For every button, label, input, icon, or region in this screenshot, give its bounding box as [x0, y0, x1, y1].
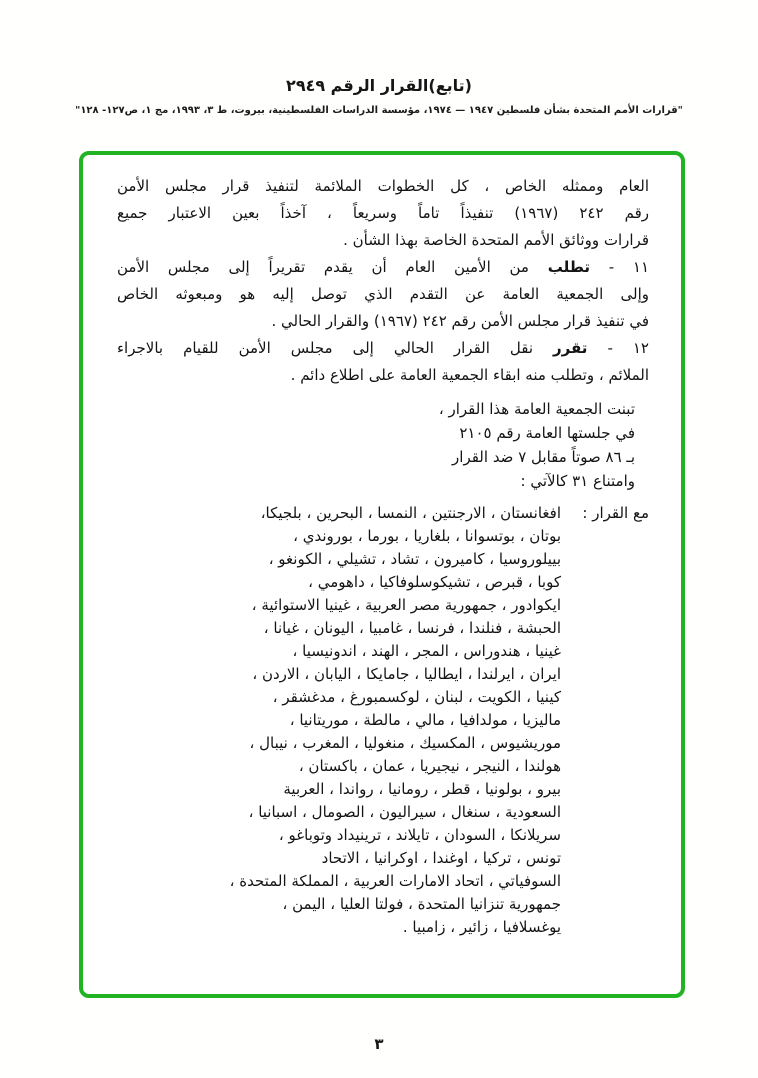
text-line	[117, 335, 649, 362]
country-line: افغانستان ، الارجنتين ، النمسا ، البحرين ، بلجيكا،	[260, 504, 561, 522]
clause-12	[117, 335, 649, 389]
source-citation: "قرارات الأمم المتحدة بشأن فلسطين ١٩٤٧ — ١٩٧٤، مؤسسة الدراسات الفلسطينية، بيروت، ط ٣، ١٩٩٣، مج ١، ص١٢٧- ١٢٨"	[75, 105, 683, 116]
country-line: موريشيوس ، المكسيك ، منغوليا ، المغرب ، نيبال ،	[249, 734, 561, 752]
with-resolution-label: مع القرار :	[582, 504, 649, 522]
country-line: ايكوادور ، جمهورية مصر العربية ، غينيا الاستوائية ،	[251, 596, 561, 614]
vote-with-block	[117, 502, 649, 939]
clause-11-verb: تطلب	[547, 258, 590, 276]
country-line: بييلوروسيا ، كاميرون ، تشاد ، تشيلي ، الكونغو ،	[268, 550, 561, 568]
clause-12-text: نقل القرار الحالي إلى مجلس الأمن للقيام بالاجراء	[117, 339, 554, 357]
page-header	[0, 76, 758, 116]
adoption-line: تبنت الجمعية العامة هذا القرار ،	[438, 400, 635, 418]
country-line: بوتان ، بوتسوانا ، بلغاريا ، بورما ، بوروندي ،	[293, 527, 561, 545]
clause-11-number: ١١ -	[589, 258, 650, 276]
country-line: يوغسلافيا ، زائير ، زامبيا .	[402, 918, 561, 936]
country-line: ايران ، ايرلندا ، ايطاليا ، جامايكا ، اليابان ، الاردن ،	[252, 665, 561, 683]
country-line: سريلانكا ، السودان ، تايلاند ، ترينيداد وتوباغو ،	[278, 826, 561, 844]
adoption-line: في جلستها العامة رقم ٢١٠٥	[459, 424, 635, 442]
country-line: كوبا ، قبرص ، تشيكوسلوفاكيا ، داهومي ،	[308, 573, 561, 591]
clause-12-number: ١٢ -	[587, 339, 649, 357]
country-line: السعودية ، سنغال ، سيراليون ، الصومال ، اسبانيا ،	[248, 803, 561, 821]
clause-12-verb: تقرر	[553, 339, 588, 357]
country-line: جمهورية تنزانيا المتحدة ، فولتا العليا ، اليمن ،	[282, 895, 561, 913]
adoption-line: بـ ٨٦ صوتاً مقابل ٧ ضد القرار	[452, 448, 635, 466]
page-number: ٣	[374, 1035, 384, 1053]
country-line: ماليزيا ، مولدافيا ، مالي ، مالطة ، موريتانيا ،	[289, 711, 561, 729]
country-line: السوفياتي ، اتحاد الامارات العربية ، المملكة المتحدة ،	[229, 872, 561, 890]
country-line: كينيا ، الكويت ، لبنان ، لوكسمبورغ ، مدغشقر ،	[272, 688, 561, 706]
clause-11	[117, 254, 649, 335]
resolution-body	[117, 173, 649, 939]
resolution-title: (تابع)القرار الرقم ٢٩٤٩	[286, 76, 472, 95]
green-frame	[79, 151, 685, 998]
text-line: في تنفيذ قرار مجلس الأمن رقم ٢٤٢ (١٩٦٧) والقرار الحالي .	[271, 312, 649, 330]
country-line: هولندا ، النيجر ، نيجيريا ، عمان ، باكستان ،	[298, 757, 561, 775]
adoption-block	[117, 397, 649, 493]
country-line: غينيا ، هندوراس ، المجر ، الهند ، اندونيسيا ،	[292, 642, 561, 660]
country-line: الحبشة ، فنلندا ، فرنسا ، غامبيا ، اليونان ، غيانا ،	[263, 619, 561, 637]
text-line: قرارات ووثائق الأمم المتحدة الخاصة بهذا الشأن .	[343, 231, 649, 249]
adoption-line: وامتناع ٣١ كالآتي :	[520, 472, 635, 490]
paragraph-continuation	[117, 173, 649, 254]
country-line: تونس ، تركيا ، اوغندا ، اوكرانيا ، الاتحاد	[321, 849, 561, 867]
text-line: الملائم ، وتطلب منه ابقاء الجمعية العامة على اطلاع دائم .	[290, 366, 649, 384]
countries-list	[117, 502, 561, 939]
clause-11-text: من الأمين العام أن يقدم تقريراً إلى مجلس الأمن	[117, 258, 548, 276]
text-line: وإلى الجمعية العامة عن التقدم الذي توصل إليه هو ومبعوثه الخاص	[117, 285, 649, 303]
text-line	[117, 254, 649, 281]
text-line: العام وممثله الخاص ، كل الخطوات الملائمة لتنفيذ قرار مجلس الأمن	[117, 177, 649, 195]
text-line: رقم ٢٤٢ (١٩٦٧) تنفيذاً تاماً وسريعاً ، آخذاً بعين الاعتبار جميع	[117, 204, 649, 222]
country-line: بيرو ، بولونيا ، قطر ، رومانيا ، رواندا ، العربية	[283, 780, 561, 798]
